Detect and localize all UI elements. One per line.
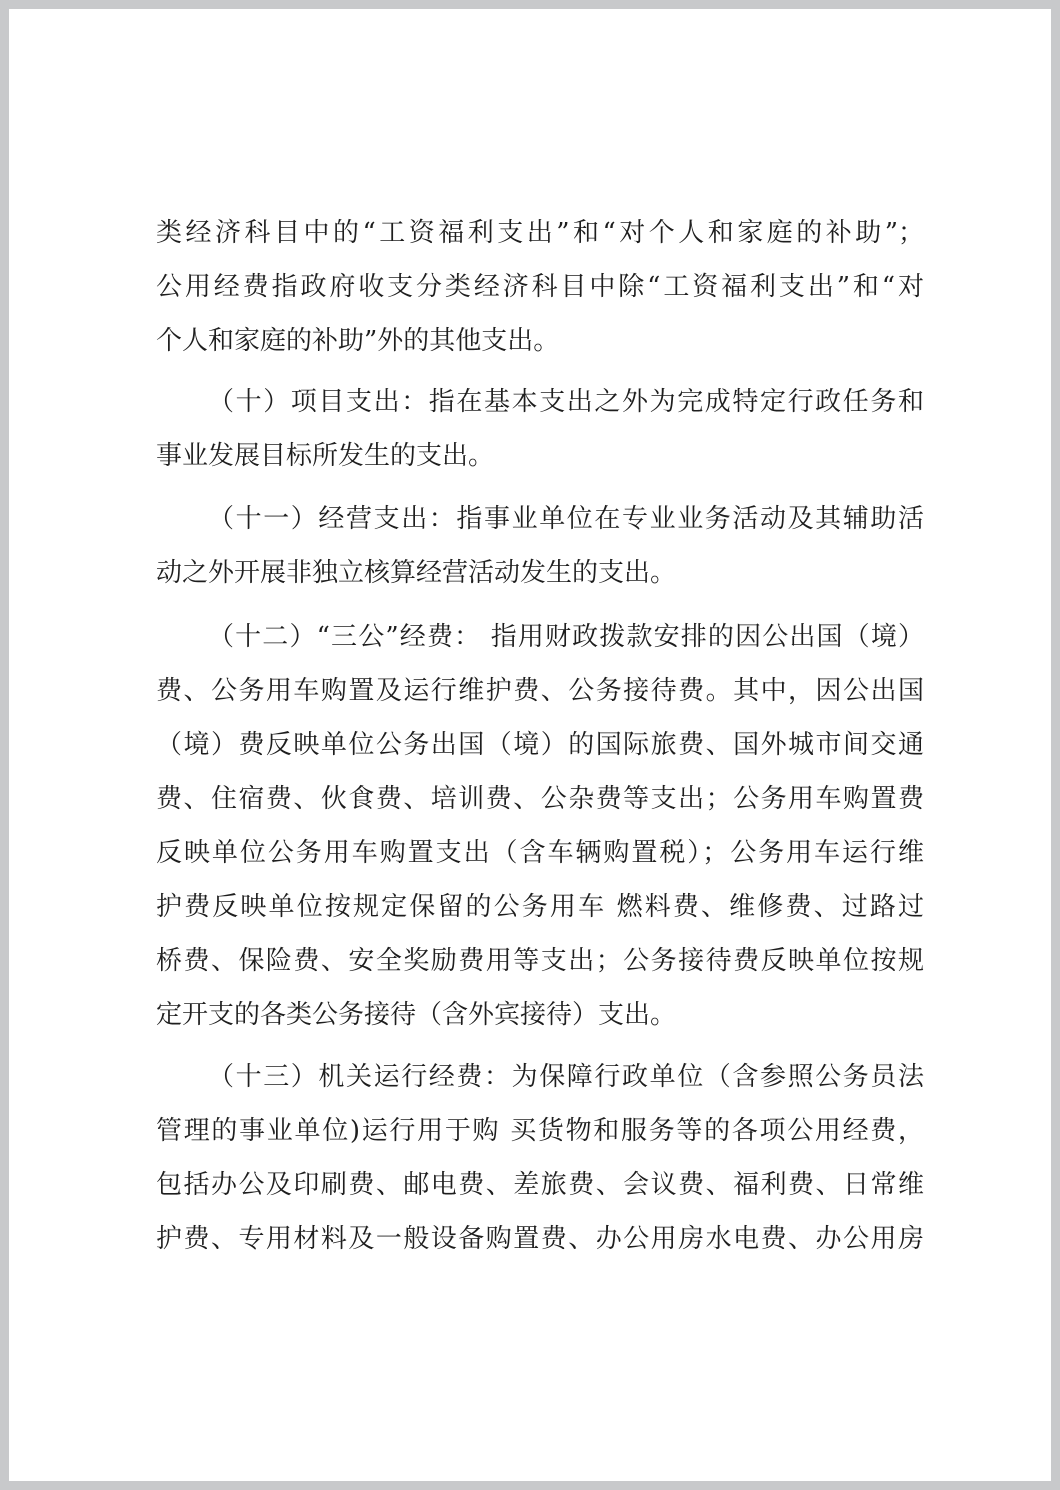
paragraph-first-line: （十）项目支出：指在基本支出之外为完成特定行政任务和 [208, 387, 924, 417]
paragraph-first-line: （十二）“三公”经费： 指用财政拨款安排的因公出国（境） [208, 622, 924, 652]
text-line: 动之外开展非独立核算经营活动发生的支出。 [156, 558, 677, 588]
document-page [9, 9, 1051, 1481]
text-line: 桥费、保险费、安全奖励费用等支出；公务接待费反映单位按规 [156, 946, 924, 976]
text-line: 反映单位公务用车购置支出（含车辆购置税）；公务用车运行维 [156, 838, 924, 868]
text-line: （境）费反映单位公务出国（境）的国际旅费、国外城市间交通 [156, 730, 924, 760]
text-line: 事业发展目标所发生的支出。 [156, 441, 495, 471]
text-line: 管理的事业单位)运行用于购 买货物和服务等的各项公用经费， [156, 1116, 924, 1146]
paragraph-first-line: （十一）经营支出：指事业单位在专业业务活动及其辅助活 [208, 504, 924, 534]
paragraph-first-line: （十三）机关运行经费：为保障行政单位（含参照公务员法 [208, 1062, 924, 1092]
text-line: 个人和家庭的补助”外的其他支出。 [156, 326, 560, 356]
text-line: 费、公务用车购置及运行维护费、公务接待费。其中，因公出国 [156, 676, 924, 706]
text-line: 费、住宿费、伙食费、培训费、公杂费等支出；公务用车购置费 [156, 784, 924, 814]
text-line: 公用经费指政府收支分类经济科目中除“工资福利支出”和“对 [156, 272, 924, 302]
text-line: 护费、专用材料及一般设备购置费、办公用房水电费、办公用房 [156, 1224, 924, 1254]
text-line: 包括办公及印刷费、邮电费、差旅费、会议费、福利费、日常维 [156, 1170, 924, 1200]
text-line: 定开支的各类公务接待（含外宾接待）支出。 [156, 1000, 677, 1030]
text-line: 护费反映单位按规定保留的公务用车 燃料费、维修费、过路过 [156, 892, 924, 922]
text-line: 类经济科目中的“工资福利支出”和“对个人和家庭的补助”； [156, 218, 924, 248]
